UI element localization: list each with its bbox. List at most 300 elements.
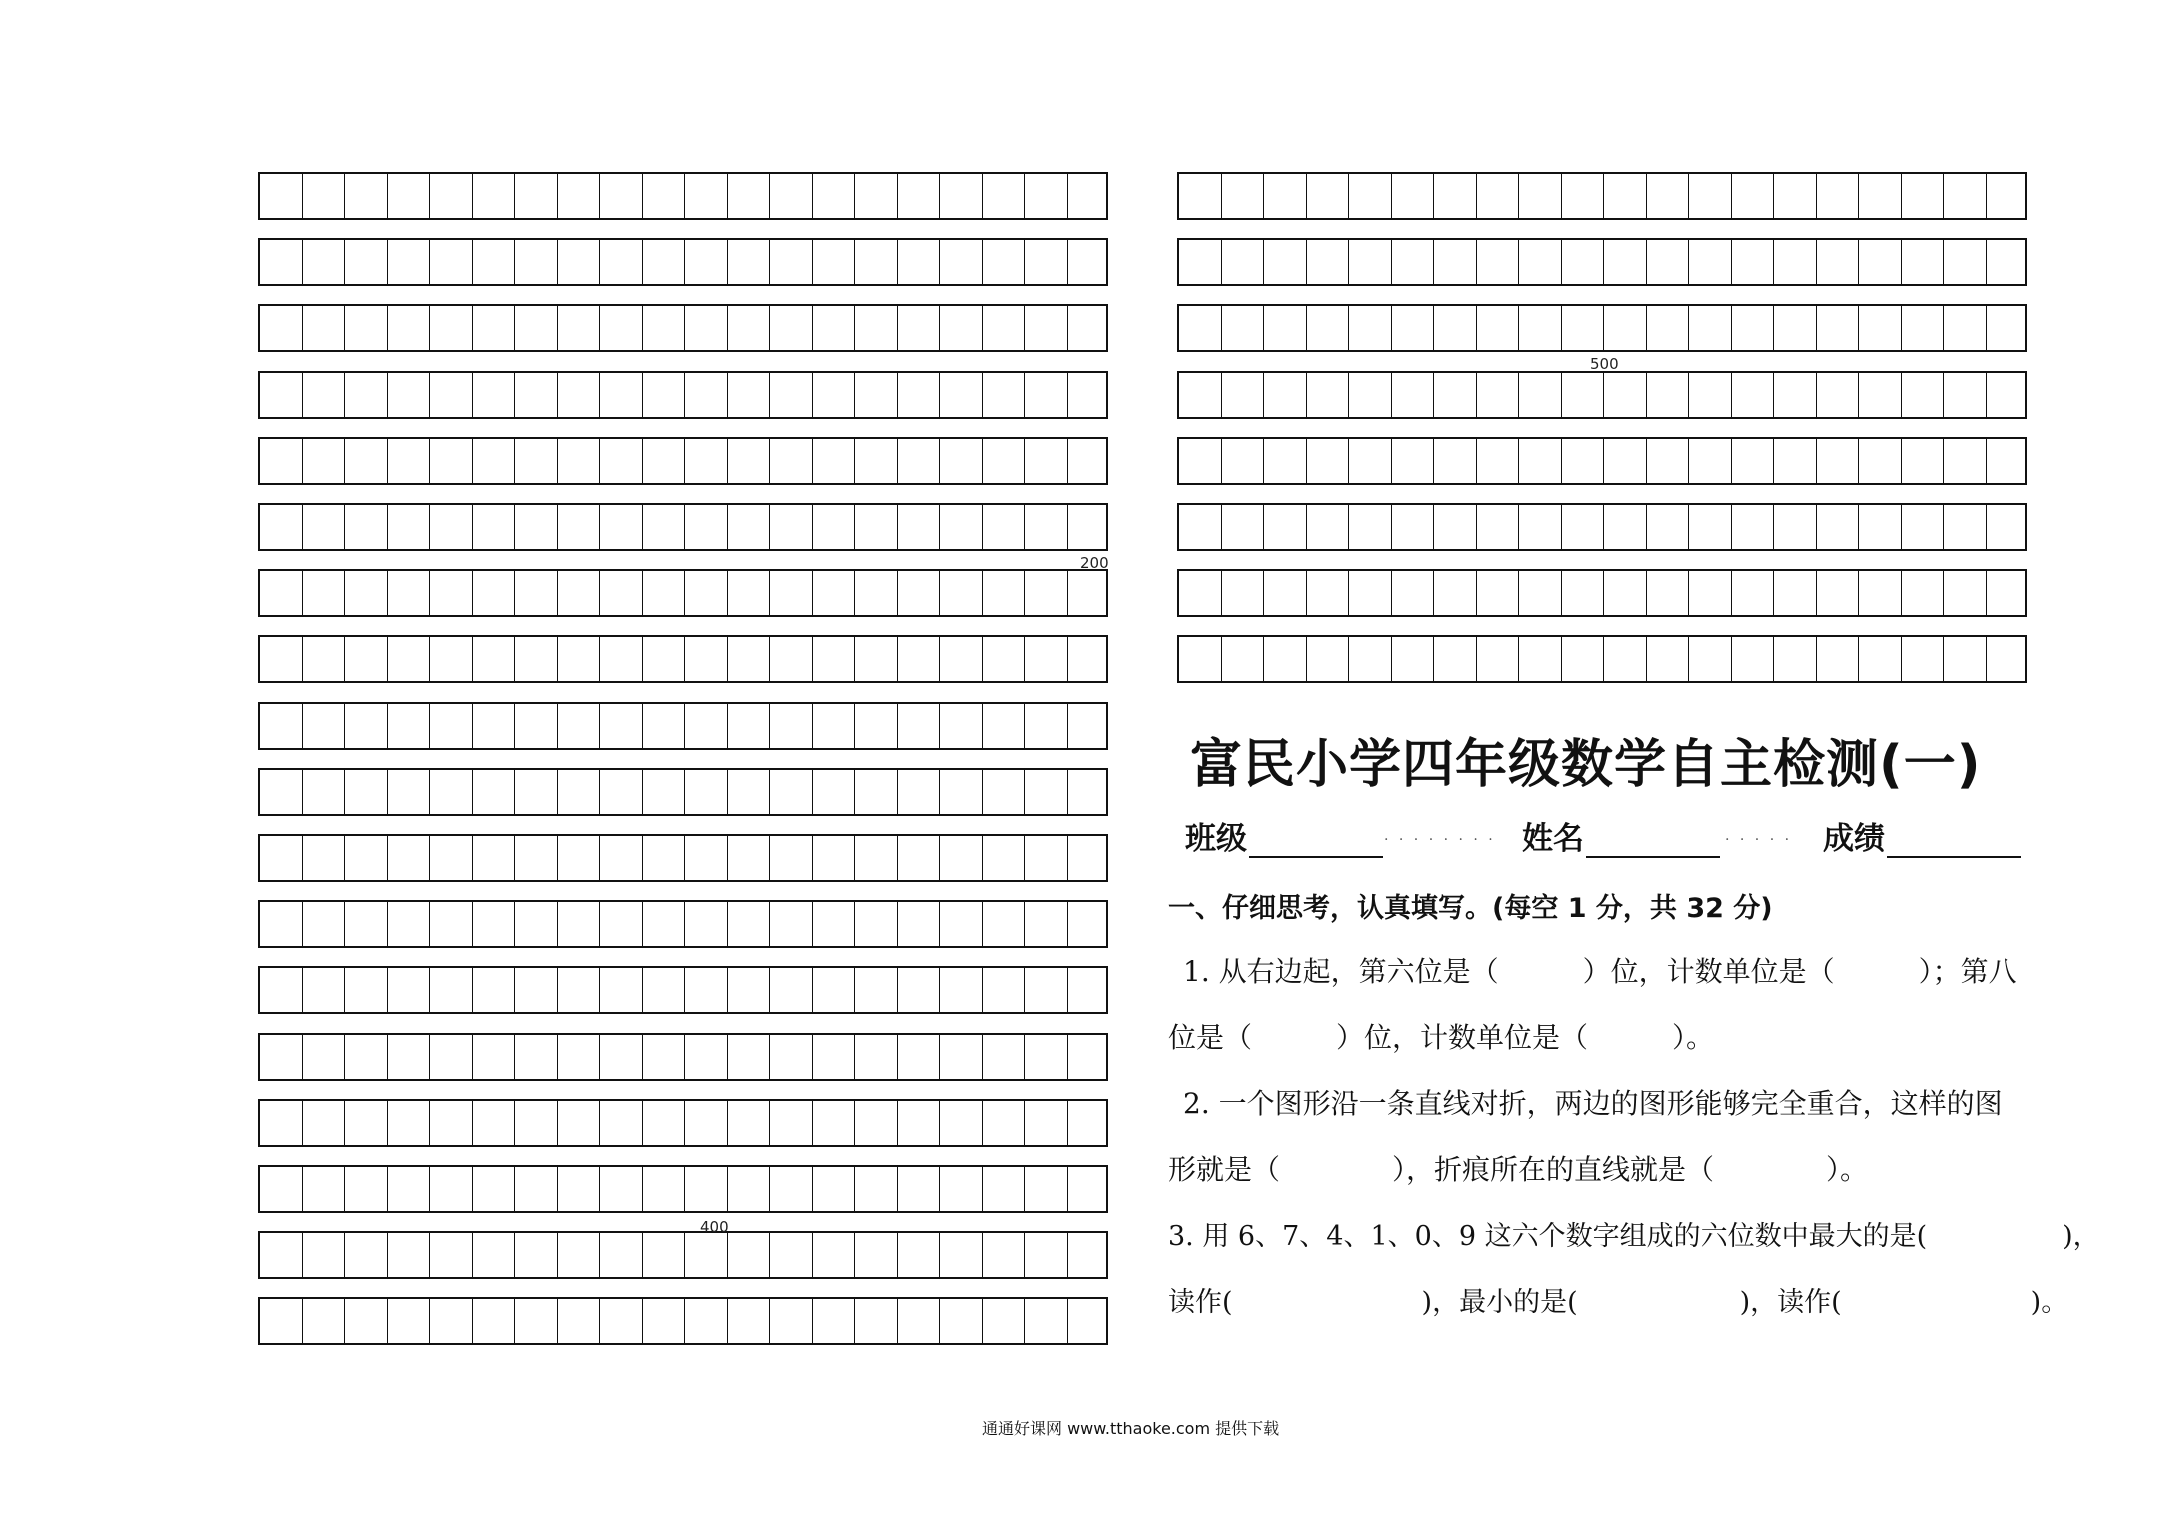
grid-cell [940,1167,983,1211]
grid-cell [1434,306,1477,350]
grid-marker-500: 500 [1590,355,1619,373]
grid-cell [430,968,473,1012]
grid-cell [1025,704,1068,748]
grid-cell [685,571,728,615]
grid-cell [813,637,856,681]
grid-cell [260,571,303,615]
grid-cell [1264,439,1307,483]
grid-cell [855,306,898,350]
grid-cell [260,1167,303,1211]
grid-row [258,1033,1108,1081]
grid-cell [260,1299,303,1343]
grid-row [1177,503,2027,551]
grid-cell [685,1233,728,1277]
grid-cell [303,1233,346,1277]
grid-cell [940,836,983,880]
grid-cell [430,836,473,880]
grid-cell [983,637,1026,681]
grid-cell [1689,174,1732,218]
grid-row [258,172,1108,220]
grid-cell [473,637,516,681]
grid-cell [1222,439,1265,483]
grid-cell [1392,306,1435,350]
grid-cell [1987,505,2030,549]
grid-cell [940,240,983,284]
grid-cell [303,1299,346,1343]
grid-cell [770,637,813,681]
grid-cell [1519,571,1562,615]
grid-cell [1902,174,1945,218]
grid-cell [600,571,643,615]
grid-cell [388,1167,431,1211]
grid-cell [1987,306,2030,350]
grid-cell [1902,373,1945,417]
grid-cell [345,902,388,946]
grid-cell [558,1035,601,1079]
grid-cell [1477,571,1520,615]
grid-cell [260,373,303,417]
grid-cell [345,505,388,549]
grid-cell [1179,571,1222,615]
grid-cell [1264,240,1307,284]
grid-cell [515,902,558,946]
question-2-line-1: 2. 一个图形沿一条直线对折，两边的图形能够完全重合，这样的图 [1183,1087,2003,1120]
grid-cell [1944,505,1987,549]
grid-cell [1732,571,1775,615]
grid-cell [855,968,898,1012]
grid-cell [1562,240,1605,284]
grid-cell [1859,373,1902,417]
grid-cell [770,902,813,946]
grid-cell [728,770,771,814]
grid-cell [643,1299,686,1343]
grid-cell [1222,306,1265,350]
grid-cell [515,1035,558,1079]
grid-cell [1604,306,1647,350]
grid-cell [430,637,473,681]
grid-cell [983,306,1026,350]
grid-cell [855,240,898,284]
grid-cell [940,1035,983,1079]
grid-cell [983,571,1026,615]
grid-cell [430,505,473,549]
grid-cell [728,505,771,549]
grid-cell [898,373,941,417]
grid-cell [388,439,431,483]
grid-cell [1647,439,1690,483]
grid-cell [940,902,983,946]
score-blank[interactable] [1887,826,2021,858]
grid-cell [1732,505,1775,549]
grid-cell [1519,439,1562,483]
name-label: 姓名 [1522,821,1584,857]
grid-cell [643,770,686,814]
grid-cell [1944,571,1987,615]
grid-cell [473,240,516,284]
grid-cell [1025,1167,1068,1211]
grid-cell [303,439,346,483]
grid-cell [1987,571,2030,615]
grid-cell [303,770,346,814]
grid-cell [1068,968,1111,1012]
grid-cell [345,1167,388,1211]
dotted-separator: . . . . . [1725,828,1793,844]
grid-cell [728,174,771,218]
grid-cell [898,1167,941,1211]
grid-cell [558,836,601,880]
grid-cell [1392,571,1435,615]
grid-cell [515,1299,558,1343]
grid-cell [388,174,431,218]
grid-row [258,900,1108,948]
grid-cell [1562,505,1605,549]
score-field [1823,813,2021,858]
grid-cell [473,1299,516,1343]
grid-row [258,569,1108,617]
grid-cell [1307,174,1350,218]
grid-cell [813,1035,856,1079]
grid-cell [1222,571,1265,615]
name-blank[interactable] [1586,826,1720,858]
grid-cell [685,836,728,880]
grid-cell [898,1299,941,1343]
grid-cell [388,1299,431,1343]
grid-cell [430,174,473,218]
grid-cell [1068,1101,1111,1145]
grid-cell [1025,637,1068,681]
grid-cell [1068,1299,1111,1343]
grid-cell [515,505,558,549]
grid-cell [685,306,728,350]
grid-cell [558,1167,601,1211]
grid-cell [983,1035,1026,1079]
grid-cell [515,306,558,350]
grid-cell [1519,306,1562,350]
grid-cell [473,836,516,880]
grid-cell [1774,439,1817,483]
grid-cell [728,836,771,880]
grid-cell [855,704,898,748]
grid-row [1177,569,2027,617]
grid-cell [1689,373,1732,417]
grid-cell [1068,1233,1111,1277]
grid-cell [303,174,346,218]
grid-cell [1732,637,1775,681]
grid-cell [855,1101,898,1145]
grid-cell [430,902,473,946]
grid-cell [600,439,643,483]
grid-cell [260,836,303,880]
grid-cell [1859,174,1902,218]
grid-cell [388,571,431,615]
worksheet-title: 富民小学四年级数学自主检测(一) [1190,735,1982,795]
grid-cell [940,505,983,549]
grid-cell [983,240,1026,284]
grid-cell [1477,373,1520,417]
grid-cell [1944,240,1987,284]
grid-cell [940,1101,983,1145]
grid-cell [1068,505,1111,549]
grid-cell [1477,174,1520,218]
grid-cell [770,240,813,284]
grid-cell [685,637,728,681]
grid-cell [685,1035,728,1079]
grid-cell [515,637,558,681]
grid-cell [1307,571,1350,615]
grid-cell [855,836,898,880]
grid-cell [685,373,728,417]
grid-cell [303,902,346,946]
grid-cell [813,836,856,880]
grid-cell [1392,439,1435,483]
grid-cell [1264,637,1307,681]
grid-cell [473,505,516,549]
grid-cell [855,505,898,549]
grid-cell [1604,505,1647,549]
grid-cell [1068,836,1111,880]
grid-cell [303,704,346,748]
grid-cell [473,571,516,615]
grid-cell [983,1167,1026,1211]
grid-cell [1068,571,1111,615]
grid-cell [1519,637,1562,681]
grid-cell [473,902,516,946]
grid-cell [388,1101,431,1145]
grid-cell [473,439,516,483]
grid-cell [558,1101,601,1145]
grid-cell [983,902,1026,946]
grid-cell [728,306,771,350]
grid-cell [303,373,346,417]
grid-cell [1477,306,1520,350]
grid-cell [600,174,643,218]
grid-cell [855,1299,898,1343]
grid-cell [1222,240,1265,284]
grid-row [258,768,1108,816]
grid-cell [600,240,643,284]
grid-cell [430,770,473,814]
grid-cell [1817,439,1860,483]
grid-cell [345,836,388,880]
grid-row [1177,371,2027,419]
grid-cell [600,1035,643,1079]
grid-cell [898,1233,941,1277]
grid-cell [813,704,856,748]
grid-cell [813,968,856,1012]
grid-cell [770,704,813,748]
grid-cell [1562,439,1605,483]
class-field [1185,813,1383,858]
grid-cell [940,704,983,748]
grid-cell [1689,505,1732,549]
grid-cell [558,968,601,1012]
name-field [1522,813,1720,858]
grid-cell [1647,306,1690,350]
grid-cell [1859,637,1902,681]
grid-cell [1902,637,1945,681]
grid-cell [1817,505,1860,549]
grid-cell [813,306,856,350]
grid-cell [1068,902,1111,946]
grid-cell [728,1299,771,1343]
section-heading: 一、仔细思考，认真填写。(每空 1 分，共 32 分) [1168,893,1773,924]
grid-cell [345,1299,388,1343]
grid-cell [1477,505,1520,549]
grid-cell [345,240,388,284]
grid-cell [728,373,771,417]
grid-cell [345,770,388,814]
grid-cell [1987,439,2030,483]
grid-cell [1732,439,1775,483]
grid-cell [1264,373,1307,417]
grid-cell [473,968,516,1012]
grid-row [1177,437,2027,485]
grid-cell [728,439,771,483]
grid-cell [1604,174,1647,218]
grid-cell [600,1167,643,1211]
grid-cell [855,571,898,615]
grid-cell [558,505,601,549]
grid-cell [1068,770,1111,814]
grid-row [1177,238,2027,286]
grid-cell [600,1299,643,1343]
grid-cell [1392,174,1435,218]
grid-cell [1025,174,1068,218]
grid-cell [1025,968,1068,1012]
grid-cell [388,902,431,946]
grid-cell [558,637,601,681]
grid-cell [430,571,473,615]
grid-cell [813,571,856,615]
grid-cell [303,240,346,284]
grid-cell [1562,373,1605,417]
grid-cell [728,968,771,1012]
grid-cell [770,968,813,1012]
grid-cell [813,902,856,946]
grid-cell [430,704,473,748]
grid-cell [303,1101,346,1145]
grid-cell [430,1233,473,1277]
grid-cell [770,306,813,350]
grid-cell [1774,240,1817,284]
grid-cell [813,439,856,483]
grid-row [258,437,1108,485]
grid-cell [685,968,728,1012]
grid-cell [770,571,813,615]
grid-cell [770,439,813,483]
grid-row [258,503,1108,551]
grid-cell [1519,505,1562,549]
grid-cell [1519,240,1562,284]
grid-cell [430,1167,473,1211]
grid-cell [1519,174,1562,218]
grid-cell [643,505,686,549]
grid-cell [600,1101,643,1145]
grid-cell [303,836,346,880]
grid-cell [260,902,303,946]
grid-cell [600,704,643,748]
grid-cell [1817,571,1860,615]
class-blank[interactable] [1249,826,1383,858]
grid-cell [1647,240,1690,284]
grid-cell [1307,373,1350,417]
grid-cell [643,240,686,284]
grid-cell [898,770,941,814]
grid-cell [1817,240,1860,284]
grid-cell [388,637,431,681]
grid-cell [303,505,346,549]
grid-cell [1604,439,1647,483]
grid-cell [260,1035,303,1079]
grid-cell [940,373,983,417]
grid-cell [940,439,983,483]
grid-cell [855,1035,898,1079]
grid-cell [855,373,898,417]
grid-cell [685,704,728,748]
grid-cell [728,571,771,615]
grid-cell [1179,505,1222,549]
grid-cell [388,968,431,1012]
grid-cell [898,637,941,681]
grid-cell [515,1167,558,1211]
grid-cell [685,1101,728,1145]
grid-cell [345,704,388,748]
grid-cell [1349,505,1392,549]
grid-cell [940,637,983,681]
grid-cell [1774,505,1817,549]
grid-cell [685,1167,728,1211]
question-1-line-1: 1. 从右边起，第六位是（ ）位，计数单位是（ ）；第八 [1183,955,2017,988]
grid-cell [1222,373,1265,417]
grid-cell [1477,439,1520,483]
grid-cell [1434,571,1477,615]
dotted-separator: . . . . . . . . [1384,828,1496,844]
grid-cell [1902,505,1945,549]
grid-cell [770,373,813,417]
grid-cell [1025,1233,1068,1277]
grid-cell [1434,174,1477,218]
grid-cell [643,968,686,1012]
grid-cell [1392,373,1435,417]
grid-cell [1732,240,1775,284]
grid-cell [855,902,898,946]
grid-cell [685,174,728,218]
grid-cell [600,968,643,1012]
grid-cell [430,373,473,417]
grid-cell [813,1101,856,1145]
grid-cell [728,1101,771,1145]
grid-cell [303,968,346,1012]
grid-cell [813,1233,856,1277]
grid-cell [898,240,941,284]
grid-cell [898,902,941,946]
grid-cell [1902,571,1945,615]
grid-cell [1689,240,1732,284]
grid-cell [558,1233,601,1277]
grid-cell [345,373,388,417]
grid-cell [558,240,601,284]
grid-cell [558,1299,601,1343]
grid-cell [388,505,431,549]
grid-cell [1068,373,1111,417]
grid-cell [1859,571,1902,615]
grid-cell [1944,306,1987,350]
grid-cell [260,439,303,483]
grid-row [258,304,1108,352]
grid-cell [1025,373,1068,417]
grid-cell [515,1233,558,1277]
grid-cell [770,1101,813,1145]
